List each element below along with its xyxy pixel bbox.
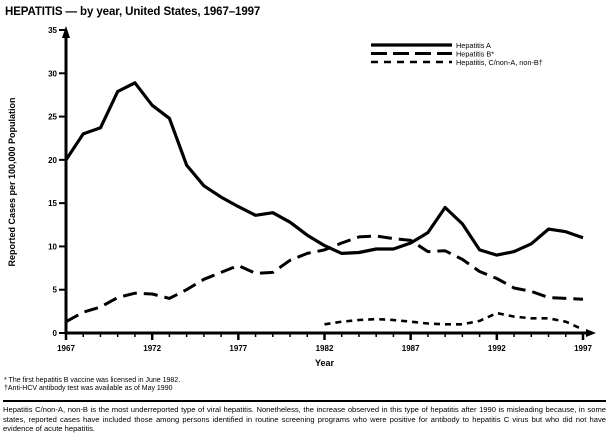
y-tick-label: 5 bbox=[52, 285, 57, 295]
footnote-hcv-test: †Anti-HCV antibody test was available as of May 1990 bbox=[4, 385, 173, 392]
x-tick-label: 1967 bbox=[57, 344, 75, 353]
y-axis-arrowhead-icon bbox=[62, 26, 70, 38]
y-tick-label: 20 bbox=[48, 155, 57, 165]
series-line-1 bbox=[66, 236, 583, 322]
y-tick-label: 30 bbox=[48, 69, 57, 79]
series-line-0 bbox=[66, 83, 583, 255]
divider-rule bbox=[3, 400, 606, 402]
x-tick-label: 1977 bbox=[229, 344, 248, 353]
chart-title: HEPATITIS — by year, United States, 1967–1997 bbox=[5, 6, 261, 18]
legend-label: Hepatitis B* bbox=[456, 49, 495, 59]
x-axis-arrowhead-icon bbox=[586, 329, 596, 337]
series-line-2 bbox=[325, 313, 584, 329]
note-paragraph: Hepatitis C/non-A, non-B is the most underreported type of viral hepatitis. Nonetheless, the increase observed in this type of hepatitis after 1990 is misleading because, in some states, reported cases have included those among persons identified in routine screening programs who were positive for antibody to hepatitis C virus but who did not have evidence of acute hepatitis. bbox=[3, 405, 606, 434]
footnote-vaccine: * The first hepatitis B vaccine was licensed in June 1982. bbox=[4, 377, 181, 384]
y-tick-label: 15 bbox=[48, 199, 57, 209]
legend-label: Hepatitis A bbox=[456, 40, 491, 50]
y-tick-label: 0 bbox=[52, 329, 57, 338]
x-tick-label: 1987 bbox=[401, 344, 420, 353]
x-tick-label: 1992 bbox=[487, 344, 506, 353]
x-tick-label: 1972 bbox=[143, 344, 162, 353]
x-axis-title: Year bbox=[314, 358, 335, 368]
y-tick-label: 35 bbox=[48, 26, 57, 35]
x-tick-label: 1982 bbox=[315, 344, 334, 353]
x-tick-label: 1997 bbox=[574, 344, 592, 353]
legend-label: Hepatitis, C/non-A, non-B† bbox=[456, 57, 543, 67]
y-axis-title: Reported Cases per 100,000 Population bbox=[7, 97, 17, 267]
y-tick-label: 25 bbox=[48, 112, 57, 122]
y-tick-label: 10 bbox=[48, 242, 57, 252]
